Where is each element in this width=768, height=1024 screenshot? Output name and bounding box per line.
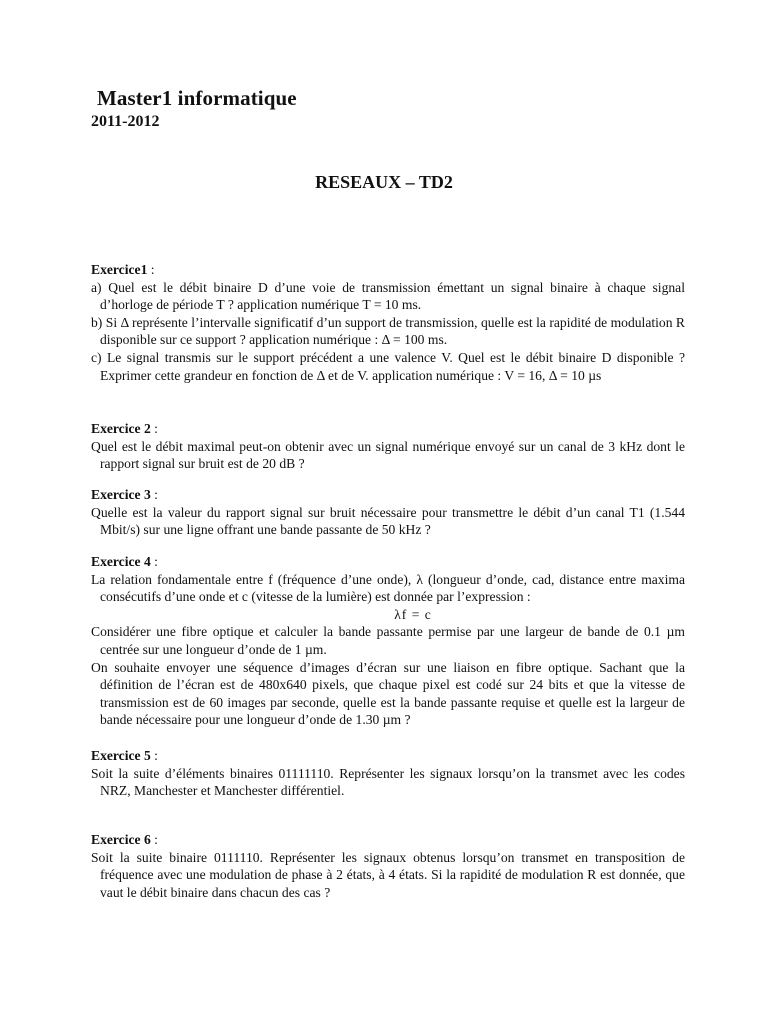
exercise-heading: Exercice 4 : <box>91 554 158 569</box>
formula: λf = c <box>394 606 432 622</box>
exercise-question-b: b) Si Δ représente l’intervalle significatif d’un support de transmission, quelle est la rapidité de modulation R disponible sur ce support ? application numérique : Δ = 100 ms. <box>91 314 685 348</box>
exercise-question: Soit la suite d’éléments binaires 01111110. Représenter les signaux lorsqu’on la transmet avec les codes NRZ, Manchester et Manchester différentiel. <box>91 765 685 799</box>
exercise-heading: Exercice 5 : <box>91 748 158 763</box>
exercise-5 <box>91 747 685 800</box>
exercise-question: Soit la suite binaire 0111110. Représenter les signaux obtenus lorsqu’on transmet en transposition de fréquence avec une modulation de phase à 2 états, à 4 états. Si la rapidité de modulation R est donnée, que vaut le débit binaire dans chacun des cas ? <box>91 849 685 900</box>
exercise-heading: Exercice 6 : <box>91 832 158 847</box>
exercise-heading: Exercice1 : <box>91 262 155 277</box>
program-title: Master1 informatique <box>97 86 297 110</box>
exercise-2 <box>91 420 685 473</box>
exercise-heading: Exercice 3 : <box>91 487 158 502</box>
exercise-question-a: a) Quel est le débit binaire D d’une voie de transmission émettant un signal binaire à chaque signal d’horloge de période T ? application numérique T = 10 ms. <box>91 279 685 313</box>
academic-year: 2011-2012 <box>91 113 160 130</box>
exercise-4 <box>91 553 685 729</box>
exercise-question-fiber: Considérer une fibre optique et calculer la bande passante permise par une largeur de bande de 0.1 µm centrée sur une longueur d’onde de 1 µm. <box>91 624 685 657</box>
exercise-6 <box>91 831 685 901</box>
exercise-question-c: c) Le signal transmis sur le support précédent a une valence V. Quel est le débit binaire D disponible ? Exprimer cette grandeur en fonction de Δ et de V. application numérique : V = 16, Δ = 10 µs <box>91 349 685 383</box>
exercise-question: Quel est le débit maximal peut-on obtenir avec un signal numérique envoyé sur un canal de 3 kHz dont le rapport signal sur bruit est de 20 dB ? <box>91 438 685 472</box>
exercise-3 <box>91 486 685 539</box>
exercise-question-images: On souhaite envoyer une séquence d’images d’écran sur une liaison en fibre optique. Sachant que la définition de l’écran est de 480x640 pixels, que chaque pixel est codé sur 24 bits et que la vitesse de transmission est de 60 images par seconde, quelle est la bande passante requise et quelle est la largeur de bande nécessaire pour une longueur d’onde de 1.30 µm ? <box>91 659 685 728</box>
document-title: RESEAUX – TD2 <box>315 172 453 192</box>
exercise-statement: La relation fondamentale entre f (fréquence d’une onde), λ (longueur d’onde, cad, distance entre maxima consécutifs d’une onde et c (vitesse de la lumière) est donnée par l’expression : <box>91 571 685 605</box>
exercise-1 <box>91 261 685 384</box>
exercise-question: Quelle est la valeur du rapport signal sur bruit nécessaire pour transmettre le débit d’un canal T1 (1.544 Mbit/s) sur une ligne offrant une bande passante de 50 kHz ? <box>91 504 685 538</box>
exercise-heading: Exercice 2 : <box>91 421 158 436</box>
